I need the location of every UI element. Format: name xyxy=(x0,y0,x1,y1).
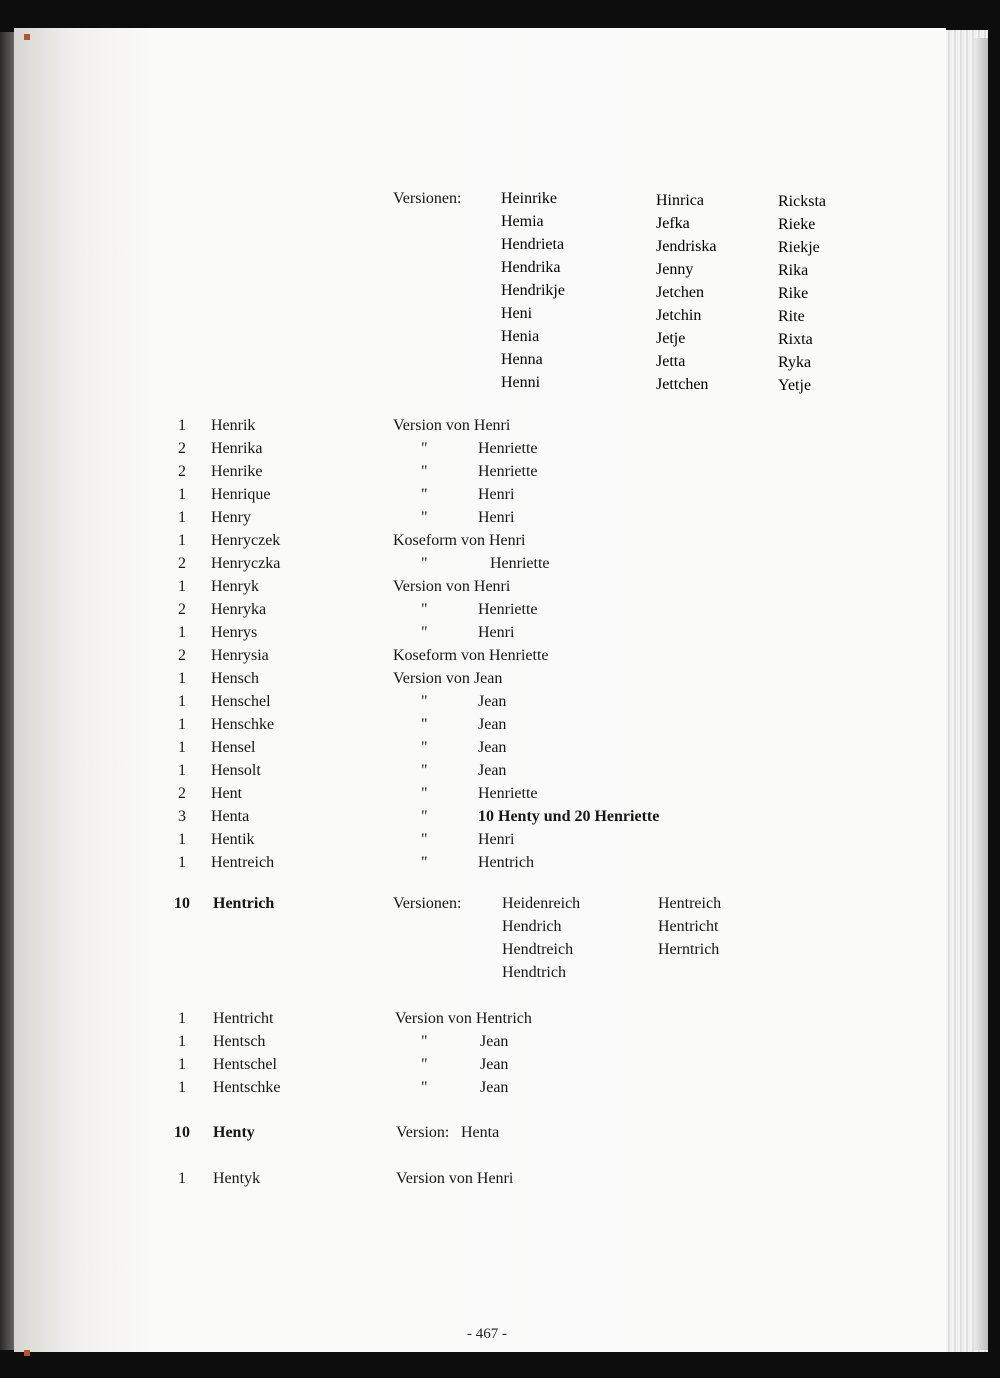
version-name: Hendrieta xyxy=(501,236,565,253)
version-name: Rixta xyxy=(778,331,813,348)
entry-count: 1 xyxy=(178,1170,186,1187)
ditto-mark: " xyxy=(421,716,428,733)
entry-list xyxy=(167,417,787,877)
entry-name: Hentreich xyxy=(211,854,275,871)
entry-name: Hentschel xyxy=(213,1056,277,1073)
entry-target: 10 Henty und 20 Henriette xyxy=(478,808,660,825)
henty-entry xyxy=(167,1124,787,1146)
version-name: Henni xyxy=(501,374,541,391)
version-name: Jetje xyxy=(656,330,686,347)
ditto-mark: " xyxy=(421,739,428,756)
version-name: Heni xyxy=(501,305,533,322)
entry-target: Henri xyxy=(478,509,515,526)
entry-count: 10 xyxy=(174,1124,190,1141)
ditto-mark: " xyxy=(421,601,428,618)
version-name: Rieke xyxy=(778,216,816,233)
entry-target: Henriette xyxy=(478,785,538,802)
entry-count: 2 xyxy=(178,785,186,802)
version-name: Jetchen xyxy=(656,284,704,301)
ditto-mark: " xyxy=(421,1056,428,1073)
entry-name: Henrysia xyxy=(211,647,269,664)
entry-description: Version von Jean xyxy=(393,670,503,687)
entry-count: 1 xyxy=(178,486,186,503)
version-name: Jetchin xyxy=(656,307,702,324)
entry-name: Henrik xyxy=(211,417,256,434)
entry-name: Hent xyxy=(211,785,243,802)
entry-count: 1 xyxy=(178,578,186,595)
entry-name: Hentsch xyxy=(213,1033,266,1050)
ditto-mark: " xyxy=(421,854,428,871)
entry-target: Jean xyxy=(478,762,507,779)
entry-count: 1 xyxy=(178,739,186,756)
entry-target: Jean xyxy=(480,1079,509,1096)
entry-description: Version von Henri xyxy=(393,578,511,595)
entry-count: 2 xyxy=(178,440,186,457)
entry-count: 2 xyxy=(178,647,186,664)
ditto-mark: " xyxy=(421,1033,428,1050)
ditto-mark: " xyxy=(421,1079,428,1096)
entry-count: 1 xyxy=(178,670,186,687)
version-name: Jetta xyxy=(656,353,686,370)
version-name: Rika xyxy=(778,262,809,279)
entry-name: Hentschke xyxy=(213,1079,281,1096)
ditto-mark: " xyxy=(421,808,428,825)
entry-count: 2 xyxy=(178,601,186,618)
version-name: Jendriska xyxy=(656,238,717,255)
entry-list xyxy=(167,1010,787,1102)
version-name: Hendtreich xyxy=(502,941,574,958)
entry-name: Henryczek xyxy=(211,532,281,549)
version-name: Rite xyxy=(778,308,805,325)
entry-name: Henryka xyxy=(211,601,267,618)
entry-name: Henrika xyxy=(211,440,263,457)
entry-count: 2 xyxy=(178,463,186,480)
version-name: Hentricht xyxy=(658,918,719,935)
entry-name: Henrique xyxy=(211,486,271,503)
entry-description: Koseform von Henriette xyxy=(393,647,549,664)
entry-count: 1 xyxy=(178,532,186,549)
versions-label: Versionen: xyxy=(393,190,462,207)
versions-label: Versionen: xyxy=(393,895,462,912)
ditto-mark: " xyxy=(421,509,428,526)
ditto-mark: " xyxy=(421,486,428,503)
entry-count: 1 xyxy=(178,831,186,848)
entry-count: 1 xyxy=(178,417,186,434)
entry-name: Henryczka xyxy=(211,555,281,572)
binding-mark xyxy=(24,1350,30,1356)
entry-name: Henty xyxy=(213,1124,255,1141)
entry-description: Version: xyxy=(396,1124,450,1141)
version-name: Hendrich xyxy=(502,918,562,935)
entry-description: Koseform von Henri xyxy=(393,532,526,549)
ditto-mark: " xyxy=(421,440,428,457)
ditto-mark: " xyxy=(421,762,428,779)
ditto-mark: " xyxy=(421,785,428,802)
entry-count: 3 xyxy=(178,808,186,825)
entry-target: Henriette xyxy=(478,601,538,618)
entry-count: 1 xyxy=(178,1033,186,1050)
entry-target: Jean xyxy=(478,739,507,756)
entry-target: Henriette xyxy=(478,463,538,480)
version-name: Rike xyxy=(778,285,809,302)
entry-name: Hensolt xyxy=(211,762,261,779)
entry-name: Henschke xyxy=(211,716,275,733)
version-name: Yetje xyxy=(778,377,812,394)
version-name: Heinrike xyxy=(501,190,557,207)
version-name: Riekje xyxy=(778,239,820,256)
entry-target: Henriette xyxy=(490,555,550,572)
entry-count: 1 xyxy=(178,762,186,779)
ditto-mark: " xyxy=(421,463,428,480)
entry-target: Henta xyxy=(461,1124,500,1141)
entry-name: Henta xyxy=(211,808,250,825)
entry-name: Hentyk xyxy=(213,1170,261,1187)
entry-description: Version von Henri xyxy=(393,417,511,434)
version-name: Hentreich xyxy=(658,895,722,912)
version-name: Henna xyxy=(501,351,543,368)
entry-target: Henri xyxy=(478,831,515,848)
entry-name: Henrys xyxy=(211,624,258,641)
binding-mark xyxy=(24,34,30,40)
version-name: Hendrikje xyxy=(501,282,565,299)
version-name: Henia xyxy=(501,328,540,345)
entry-name: Hensch xyxy=(211,670,259,687)
hentrich-entry: 10 Hentrich Versionen: Heidenreich Hendrich Hendtreich Hendtrich Hentreich Hentricht Herntrich xyxy=(167,895,787,987)
version-name: Hemia xyxy=(501,213,544,230)
page-number: - 467 - xyxy=(467,1326,507,1342)
entry-description: Version von Hentrich xyxy=(395,1010,532,1027)
version-name: Jettchen xyxy=(656,376,709,393)
version-name: Hinrica xyxy=(656,192,704,209)
entry-target: Jean xyxy=(478,716,507,733)
entry-count: 1 xyxy=(178,624,186,641)
ditto-mark: " xyxy=(421,624,428,641)
entry-target: Henri xyxy=(478,624,515,641)
ditto-mark: " xyxy=(421,555,428,572)
entry-target: Jean xyxy=(480,1033,509,1050)
ditto-mark: " xyxy=(421,693,428,710)
entry-description: Version von Henri xyxy=(396,1170,514,1187)
entry-target: Jean xyxy=(478,693,507,710)
version-name: Hendtrich xyxy=(502,964,566,981)
version-name: Herntrich xyxy=(658,941,720,958)
page-edges xyxy=(940,30,988,1352)
version-name: Hendrika xyxy=(501,259,561,276)
entry-count: 1 xyxy=(178,1056,186,1073)
entry-name: Hentik xyxy=(211,831,255,848)
version-name: Jenny xyxy=(656,261,694,278)
entry-count: 1 xyxy=(178,1079,186,1096)
hentyk-entry xyxy=(167,1170,787,1192)
ditto-mark: " xyxy=(421,831,428,848)
entry-count: 1 xyxy=(178,854,186,871)
version-name: Heidenreich xyxy=(502,895,581,912)
entry-name: Hentrich xyxy=(213,895,275,912)
entry-name: Henry xyxy=(211,509,251,526)
entry-name: Henschel xyxy=(211,693,271,710)
entry-count: 1 xyxy=(178,716,186,733)
entry-name: Hentricht xyxy=(213,1010,274,1027)
entry-target: Henri xyxy=(478,486,515,503)
entry-name: Henryk xyxy=(211,578,259,595)
entry-count: 1 xyxy=(178,693,186,710)
version-name: Jefka xyxy=(656,215,690,232)
version-name: Ryka xyxy=(778,354,812,371)
entry-count: 1 xyxy=(178,1010,186,1027)
entry-count: 1 xyxy=(178,509,186,526)
entry-name: Henrike xyxy=(211,463,263,480)
entry-target: Henriette xyxy=(478,440,538,457)
entry-name: Hensel xyxy=(211,739,256,756)
entry-count: 2 xyxy=(178,555,186,572)
entry-target: Hentrich xyxy=(478,854,534,871)
version-name: Ricksta xyxy=(778,193,826,210)
entry-target: Jean xyxy=(480,1056,509,1073)
